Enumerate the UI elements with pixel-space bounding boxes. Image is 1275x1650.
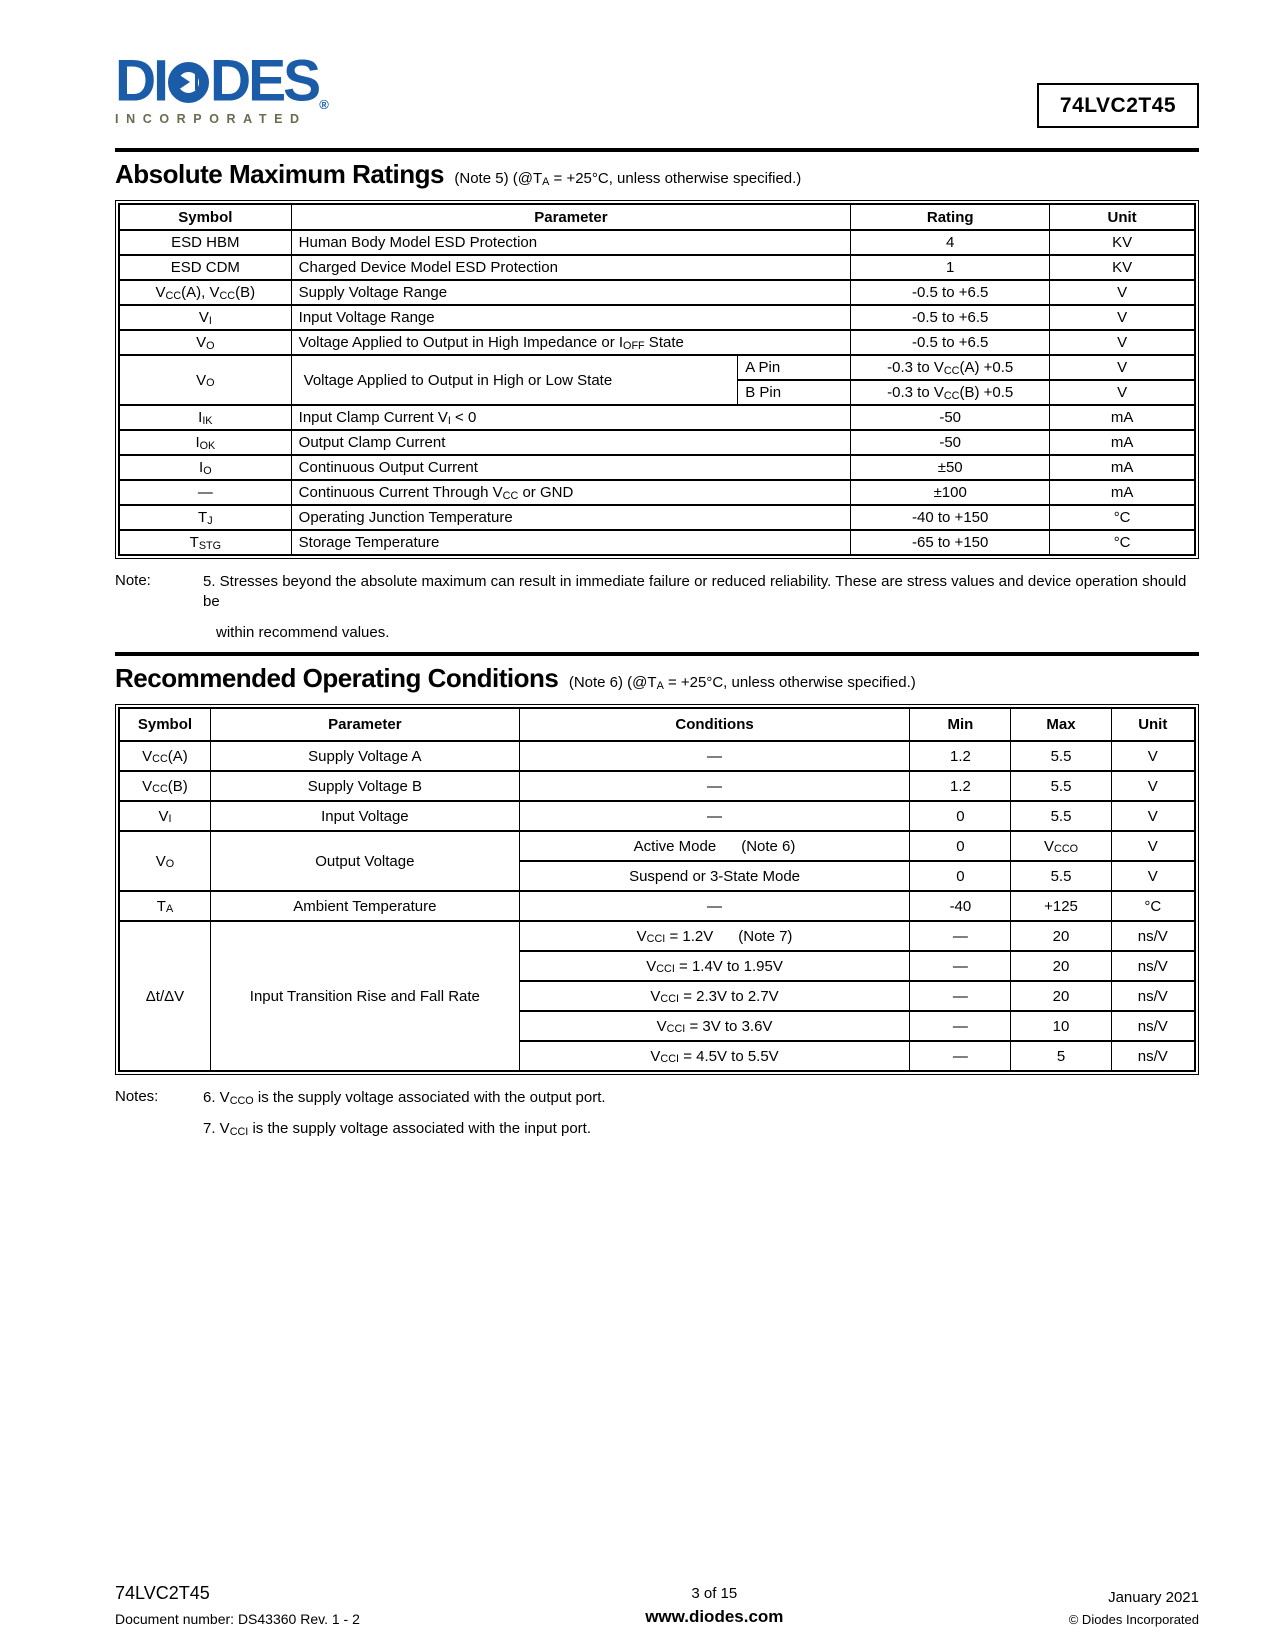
table-cell: -0.5 to +6.5: [851, 305, 1050, 330]
footer-document-number: Document number: DS43360 Rev. 1 - 2: [115, 1611, 360, 1627]
table-cell: Supply Voltage A: [210, 741, 519, 771]
table-cell: —: [910, 981, 1011, 1011]
note-label: Note:: [115, 572, 151, 589]
rec-op-table: [118, 707, 1196, 1072]
table-cell: $V_{CCI} = 1.4V$ to 1.95V: [519, 951, 910, 981]
table-cell: KV: [1050, 255, 1195, 280]
table-cell: 4: [851, 230, 1050, 255]
column-header: Symbol: [119, 204, 291, 230]
page-header: [115, 47, 1199, 148]
footer-website-link[interactable]: www.diodes.com: [645, 1607, 784, 1626]
table-cell: Human Body Model ESD Protection: [291, 230, 851, 255]
table-row: [119, 230, 1195, 255]
table-cell: °C: [1050, 505, 1195, 530]
table-cell: Supply Voltage Range: [291, 280, 851, 305]
table-cell: 20: [1011, 951, 1111, 981]
table-cell: 5: [1011, 1041, 1111, 1071]
column-header: Rating: [851, 204, 1050, 230]
table-cell: Suspend or 3-State Mode: [519, 861, 910, 891]
table-cell: Output Clamp Current: [291, 430, 851, 455]
table-cell: V: [1050, 380, 1195, 405]
table-cell: ESD HBM: [119, 230, 291, 255]
note-line: 5. Stresses beyond the absolute maximum can result in immediate failure or reduced reliability. These are stress values and device operation should be: [203, 573, 1187, 610]
table-cell: —: [910, 1041, 1011, 1071]
diode-in-o-icon: [168, 62, 209, 103]
table-cell: -65 to +150: [851, 530, 1050, 555]
table-cell: $V_{CCO}$: [1011, 831, 1111, 861]
table-cell: V: [1111, 861, 1195, 891]
footer-page-number: 3 of 15: [691, 1585, 738, 1602]
header-row: [119, 708, 1195, 741]
table-cell: B Pin: [738, 380, 851, 405]
abs-max-note-block: [115, 572, 1199, 643]
abs-max-section-heading: [115, 159, 1199, 190]
table-cell: V: [1111, 801, 1195, 831]
table-cell: Voltage Applied to Output in High Impedance or $I_{OFF}$ State: [291, 330, 851, 355]
section-rule: [115, 148, 1199, 152]
header-row: [119, 204, 1195, 230]
table-row: [119, 891, 1195, 921]
table-cell: $I_{IK}$: [119, 405, 291, 430]
table-cell: °C: [1050, 530, 1195, 555]
table-cell: mA: [1050, 455, 1195, 480]
table-row: [119, 405, 1195, 430]
logo-wordmark: [115, 47, 329, 114]
table-cell: ±50: [851, 455, 1050, 480]
footer-right: [1069, 1589, 1199, 1627]
table-cell: Supply Voltage B: [210, 771, 519, 801]
logo-text-left: DI: [115, 47, 166, 114]
column-header: Conditions: [519, 708, 910, 741]
table-row: [119, 530, 1195, 555]
table-cell: Δt/ΔV: [119, 921, 210, 1071]
abs-max-table: [118, 203, 1196, 556]
table-cell: $T_{STG}$: [119, 530, 291, 555]
table-cell: $V_I$: [119, 801, 210, 831]
note-label: Notes:: [115, 1088, 159, 1105]
footer-copyright: © Diodes Incorporated: [1068, 1612, 1199, 1627]
footer-left: [115, 1583, 360, 1627]
table-cell: Continuous Output Current: [291, 455, 851, 480]
section-condition-note: (Note 5) ($@T_A = +25^\circ C$, unless otherwise specified.): [454, 170, 802, 188]
table-row: [119, 430, 1195, 455]
incorporated-label: INCORPORATED: [115, 112, 307, 126]
rec-op-section-heading: [115, 663, 1199, 694]
table-cell: ESD CDM: [119, 255, 291, 280]
column-header: Symbol: [119, 708, 210, 741]
table-row: [119, 801, 1195, 831]
footer-date: January 2021: [1108, 1589, 1199, 1606]
table-cell: 5.5: [1011, 771, 1111, 801]
table-cell: —: [910, 1011, 1011, 1041]
table-cell: -50: [851, 430, 1050, 455]
table-cell: V: [1050, 280, 1195, 305]
table-cell: $I_O$: [119, 455, 291, 480]
table-cell: mA: [1050, 480, 1195, 505]
table-cell: 0: [910, 831, 1011, 861]
table-cell: -50: [851, 405, 1050, 430]
column-header: Parameter: [210, 708, 519, 741]
table-cell: Output Voltage: [210, 831, 519, 891]
table-cell: $V_{CCI} = 4.5V$ to 5.5V: [519, 1041, 910, 1071]
table-cell: $V_{CCI} = 2.3V$ to 2.7V: [519, 981, 910, 1011]
table-cell: —: [519, 741, 910, 771]
table-cell: Charged Device Model ESD Protection: [291, 255, 851, 280]
table-cell: ns/V: [1111, 951, 1195, 981]
table-row: [119, 921, 1195, 951]
table-cell: $V_{CC}(A)$, $V_{CC}(B)$: [119, 280, 291, 305]
table-cell: V: [1111, 771, 1195, 801]
table-cell: 0: [910, 861, 1011, 891]
page-footer: [115, 1583, 1199, 1627]
table-cell: $V_O$: [119, 355, 291, 405]
table-cell: 1.2: [910, 771, 1011, 801]
table-cell: -0.3 to $V_{CC}(A) +0.5$: [851, 355, 1050, 380]
table-cell: V: [1111, 741, 1195, 771]
table-row: [119, 280, 1195, 305]
note-line: 7. $V_{CCI}$ is the supply voltage associated with the input port.: [203, 1120, 591, 1138]
table-cell: $V_I$: [119, 305, 291, 330]
table-row: [119, 831, 1195, 861]
table-cell: KV: [1050, 230, 1195, 255]
table-row: [119, 505, 1195, 530]
table-cell: V: [1050, 330, 1195, 355]
table-cell: $V_{CC}(B)$: [119, 771, 210, 801]
table-cell: 5.5: [1011, 801, 1111, 831]
note-line: 6. $V_{CCO}$ is the supply voltage associated with the output port.: [203, 1089, 606, 1107]
table-row: [119, 480, 1195, 505]
table-cell: Input Voltage Range: [291, 305, 851, 330]
table-row: [119, 330, 1195, 355]
section-condition-note: (Note 6) ($@T_A = +25^\circ C$, unless otherwise specified.): [568, 674, 916, 692]
table-row: [119, 255, 1195, 280]
table-cell: V: [1111, 831, 1195, 861]
table-cell: mA: [1050, 405, 1195, 430]
table-cell: Storage Temperature: [291, 530, 851, 555]
rec-op-table-frame: [115, 704, 1199, 1075]
table-cell: -0.5 to +6.5: [851, 330, 1050, 355]
table-cell: 1.2: [910, 741, 1011, 771]
table-cell: Voltage Applied to Output in High or Low State: [291, 355, 738, 405]
table-cell: —: [519, 801, 910, 831]
table-cell: $V_{CCI} = 1.2V$ (Note 7): [519, 921, 910, 951]
table-cell: ns/V: [1111, 1041, 1195, 1071]
table-cell: —: [519, 771, 910, 801]
table-cell: 10: [1011, 1011, 1111, 1041]
registered-mark: ®: [319, 97, 329, 112]
table-cell: -0.5 to +6.5: [851, 280, 1050, 305]
section-title: Recommended Operating Conditions: [115, 663, 559, 693]
note-lines: [203, 572, 1199, 643]
column-header: Min: [910, 708, 1011, 741]
table-cell: Ambient Temperature: [210, 891, 519, 921]
table-cell: ns/V: [1111, 1011, 1195, 1041]
section-title: Absolute Maximum Ratings: [115, 159, 444, 189]
diodes-logo: [115, 47, 329, 126]
logo-text-right: DES: [210, 47, 319, 114]
table-cell: 20: [1011, 981, 1111, 1011]
table-cell: —: [910, 921, 1011, 951]
footer-part-number: 74LVC2T45: [115, 1583, 210, 1603]
table-cell: -40: [910, 891, 1011, 921]
section-rule: [115, 652, 1199, 656]
table-cell: °C: [1111, 891, 1195, 921]
table-cell: ns/V: [1111, 981, 1195, 1011]
table-cell: 1: [851, 255, 1050, 280]
column-header: Parameter: [291, 204, 851, 230]
table-cell: —: [119, 480, 291, 505]
table-cell: 5.5: [1011, 861, 1111, 891]
table-cell: —: [519, 891, 910, 921]
note-line: within recommend values.: [216, 624, 390, 641]
table-row: [119, 455, 1195, 480]
table-cell: Active Mode (Note 6): [519, 831, 910, 861]
table-cell: $I_{OK}$: [119, 430, 291, 455]
table-cell: V: [1050, 355, 1195, 380]
table-cell: $T_A$: [119, 891, 210, 921]
table-cell: -0.3 to $V_{CC}(B) +0.5$: [851, 380, 1050, 405]
table-cell: Continuous Current Through $V_{CC}$ or GND: [291, 480, 851, 505]
table-cell: Input Voltage: [210, 801, 519, 831]
rec-op-notes-block: [115, 1088, 1199, 1139]
column-header: Unit: [1111, 708, 1195, 741]
footer-center: [645, 1585, 783, 1627]
table-cell: $V_O$: [119, 330, 291, 355]
table-cell: +125: [1011, 891, 1111, 921]
table-row: [119, 771, 1195, 801]
table-cell: Operating Junction Temperature: [291, 505, 851, 530]
table-cell: 5.5: [1011, 741, 1111, 771]
table-cell: $V_O$: [119, 831, 210, 891]
table-row: [119, 741, 1195, 771]
table-row: [119, 355, 1195, 380]
table-cell: 0: [910, 801, 1011, 831]
table-cell: mA: [1050, 430, 1195, 455]
table-cell: 20: [1011, 921, 1111, 951]
table-cell: Input Transition Rise and Fall Rate: [210, 921, 519, 1071]
diode-bar-icon: [195, 74, 198, 90]
table-cell: $V_{CC}(A)$: [119, 741, 210, 771]
table-cell: $T_J$: [119, 505, 291, 530]
table-cell: Input Clamp Current $V_I < 0$: [291, 405, 851, 430]
table-cell: ±100: [851, 480, 1050, 505]
table-cell: V: [1050, 305, 1195, 330]
table-cell: -40 to +150: [851, 505, 1050, 530]
part-number-box: 74LVC2T45: [1037, 83, 1199, 128]
diode-arrow-icon: [178, 74, 190, 90]
table-cell: ns/V: [1111, 921, 1195, 951]
table-cell: A Pin: [738, 355, 851, 380]
table-row: [119, 305, 1195, 330]
note-lines: [203, 1088, 606, 1139]
column-header: Max: [1011, 708, 1111, 741]
column-header: Unit: [1050, 204, 1195, 230]
abs-max-table-frame: [115, 200, 1199, 559]
table-cell: $V_{CCI} = 3V$ to 3.6V: [519, 1011, 910, 1041]
table-cell: —: [910, 951, 1011, 981]
